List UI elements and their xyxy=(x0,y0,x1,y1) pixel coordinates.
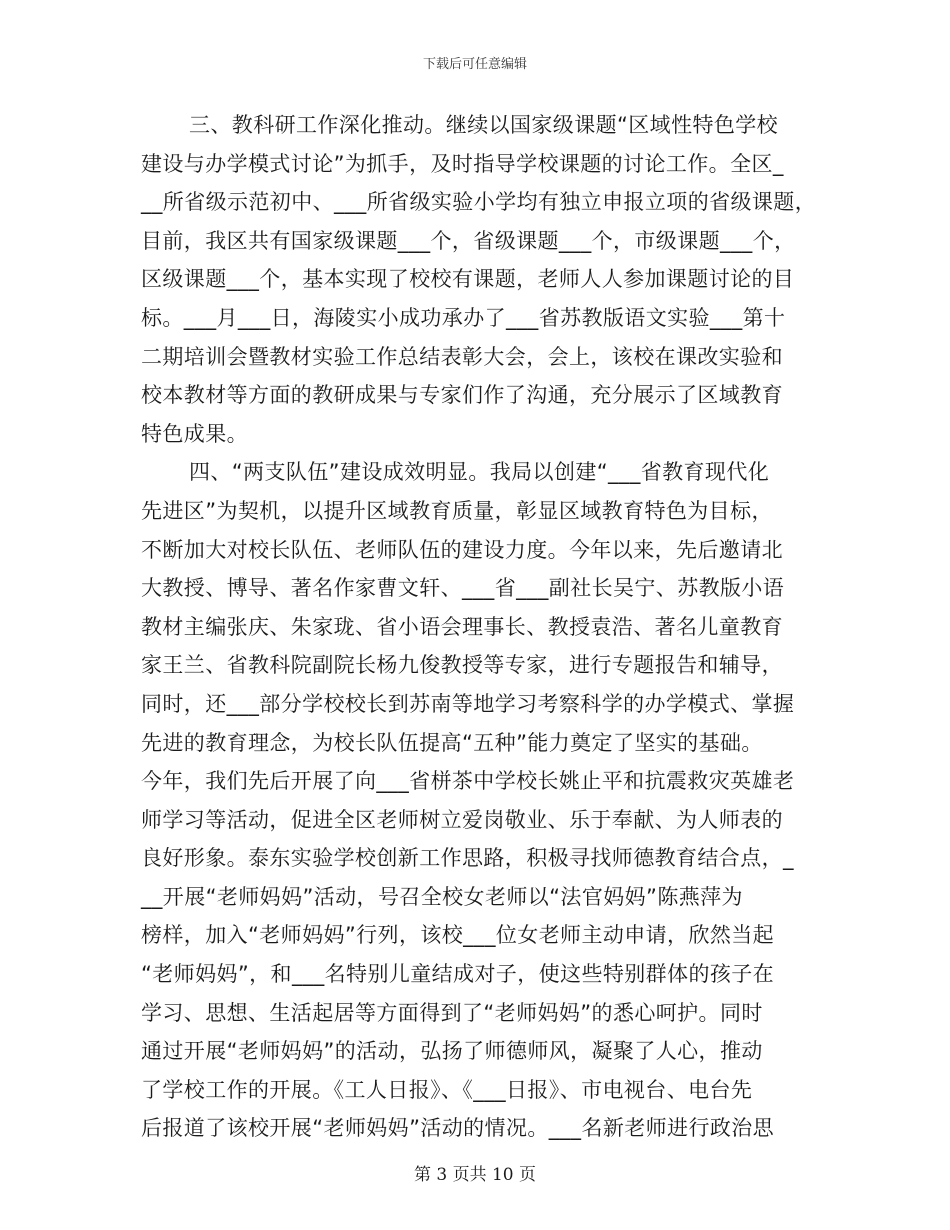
paragraph-line: 通过开展“老师妈妈”的活动，弘扬了师德师风，凝聚了人心，推动 xyxy=(141,1039,763,1064)
paragraph-line: “老师妈妈”，和___名特别儿童结成对子，使这些特别群体的孩子在 xyxy=(141,962,775,987)
paragraph-line: 不断加大对校长队伍、老师队伍的建设力度。今年以来，先后邀请北 xyxy=(141,537,783,562)
paragraph-line: __所省级示范初中、___所省级实验小学均有独立申报立项的省级课题， xyxy=(141,190,817,215)
paragraph-line: 良好形象。泰东实验学校创新工作思路，积极寻找师德教育结合点，_ xyxy=(141,846,794,871)
paragraph-line: 家王兰、省教科院副院长杨九俊教授等专家，进行专题报告和辅导， xyxy=(141,653,783,678)
paragraph-line: 先进的教育理念，为校长队伍提高“五种”能力奠定了坚实的基础。 xyxy=(141,730,763,755)
page-header-note: 下载后可任意编辑 xyxy=(422,57,527,72)
paragraph-line: 了学校工作的开展。《工人日报》、《___日报》、市电视台、电台先 xyxy=(141,1077,753,1102)
paragraph-line: 区级课题___个，基本实现了校校有课题，老师人人参加课题讨论的目 xyxy=(141,267,795,292)
paragraph-line: 建设与办学模式讨论”为抓手，及时指导学校课题的讨论工作。全区_ xyxy=(141,151,784,176)
paragraph-line: 大教授、博导、著名作家曹文轩、___省___副社长吴宁、苏教版小语 xyxy=(141,576,785,601)
paragraph-line: 三、教科研工作深化推动。继续以国家级课题“区域性特色学校 xyxy=(189,113,779,137)
paragraph-line: __开展“老师妈妈”活动，号召全校女老师以“法官妈妈”陈燕萍为 xyxy=(141,884,743,909)
paragraph-line: 同时，还___部分学校校长到苏南等地学习考察科学的办学模式、掌握 xyxy=(141,691,795,716)
page-number: 第 3 页共 10 页 xyxy=(413,1165,537,1185)
paragraph-line: 今年，我们先后开展了向___省栟茶中学校长姚止平和抗震救灾英雄老 xyxy=(141,769,795,794)
paragraph-line: 先进区”为契机，以提升区域教育质量，彰显区域教育特色为目标， xyxy=(141,498,773,523)
paragraph-line: 校本教材等方面的教研成果与专家们作了沟通，充分展示了区域教育 xyxy=(141,383,783,408)
paragraph-line: 榜样，加入“老师妈妈”行列，该校___位女老师主动申请，欣然当起 xyxy=(141,923,775,948)
paragraph-line: 特色成果。 xyxy=(141,421,248,446)
paragraph-line: 学习、思想、生活起居等方面得到了“老师妈妈”的悉心呵护。同时 xyxy=(141,1000,763,1025)
paragraph-line: 标。___月___日，海陵实小成功承办了___省苏教版语文实验___第十 xyxy=(141,305,786,330)
body-text xyxy=(141,106,817,1148)
paragraph-line: 后报道了该校开展“老师妈妈”活动的情况。___名新老师进行政治思 xyxy=(141,1116,775,1141)
paragraph-line: 四、“两支队伍”建设成效明显。我局以创建“___省教育现代化 xyxy=(189,460,770,485)
paragraph-line: 教材主编张庆、朱家珑、省小语会理事长、教授袁浩、著名儿童教育 xyxy=(141,614,783,639)
paragraph-line: 师学习等活动，促进全区老师树立爱岗敬业、乐于奉献、为人师表的 xyxy=(141,807,783,832)
paragraph-line: 目前，我区共有国家级课题___个，省级课题___个，市级课题___个， xyxy=(141,228,796,253)
paragraph-line: 二期培训会暨教材实验工作总结表彰大会，会上，该校在课改实验和 xyxy=(141,344,783,369)
